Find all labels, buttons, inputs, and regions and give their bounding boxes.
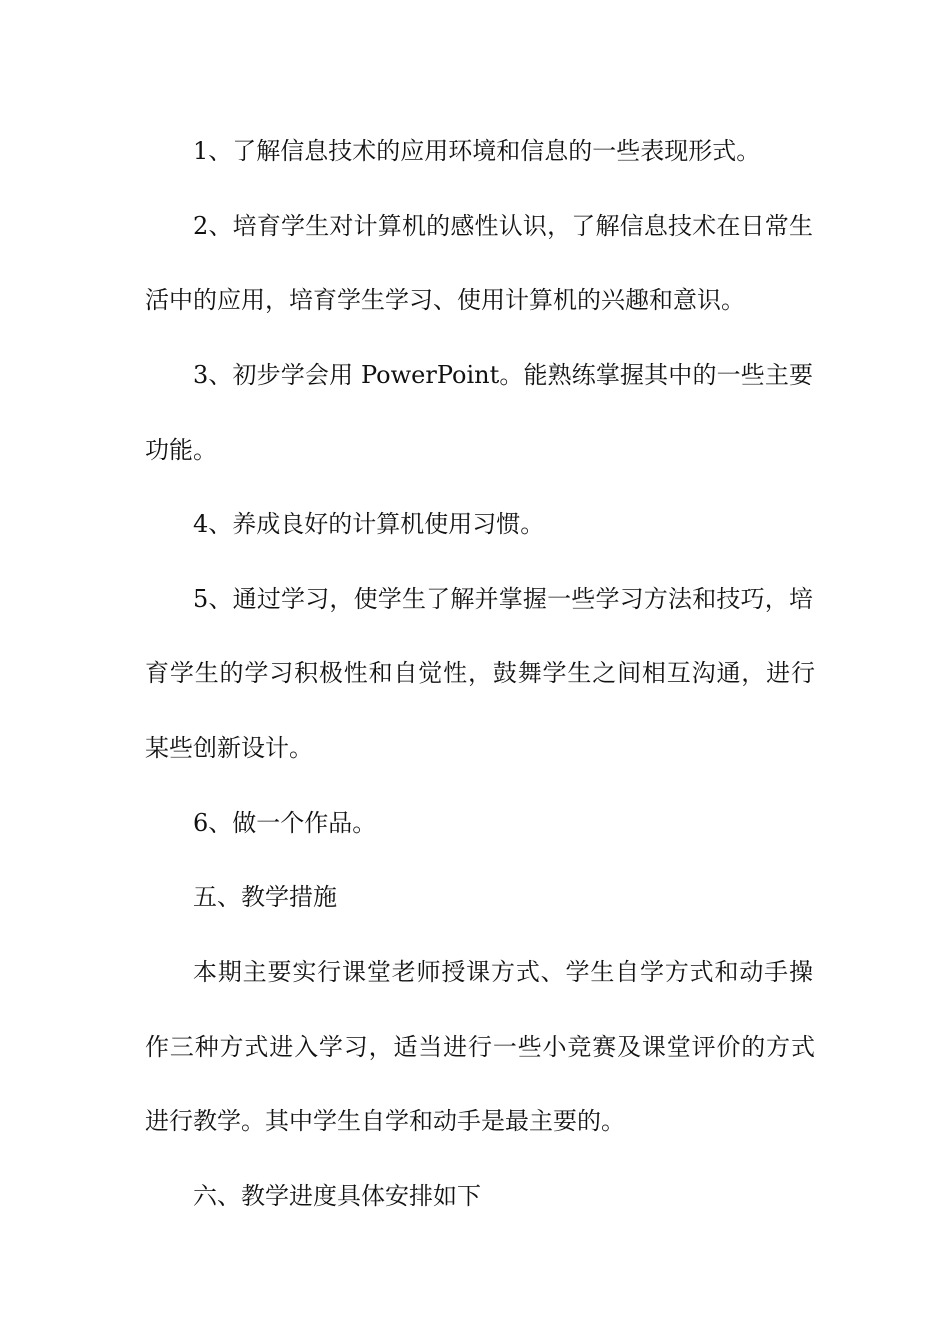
measures-paragraph-line-1: 本期主要实行课堂老师授课方式、学生自学方式和动手操 (193, 958, 813, 986)
objective-4: 4、养成良好的计算机使用习惯。 (193, 510, 545, 538)
measures-paragraph-line-2: 作三种方式进入学习，适当进行一些小竞赛及课堂评价的方式 (145, 1033, 815, 1061)
section-heading-teaching-schedule: 六、教学进度具体安排如下 (193, 1182, 481, 1210)
objective-1: 1、了解信息技术的应用环境和信息的一些表现形式。 (193, 137, 761, 165)
measures-paragraph-line-3: 进行教学。其中学生自学和动手是最主要的。 (145, 1107, 625, 1135)
section-heading-teaching-measures: 五、教学措施 (193, 883, 337, 911)
objective-5-line-2: 育学生的学习积极性和自觉性，鼓舞学生之间相互沟通，进行 (145, 659, 815, 687)
objective-5-line-3: 某些创新设计。 (145, 734, 313, 762)
objective-5-line-1: 5、通过学习，使学生了解并掌握一些学习方法和技巧，培 (193, 585, 813, 613)
objective-3-line-2: 功能。 (145, 436, 217, 464)
objective-3-line-1: 3、初步学会用 PowerPoint。能熟练掌握其中的一些主要 (193, 361, 813, 389)
objective-2-line-1: 2、培育学生对计算机的感性认识，了解信息技术在日常生 (193, 212, 813, 240)
objective-6: 6、做一个作品。 (193, 809, 377, 837)
objective-2-line-2: 活中的应用，培育学生学习、使用计算机的兴趣和意识。 (145, 286, 745, 314)
